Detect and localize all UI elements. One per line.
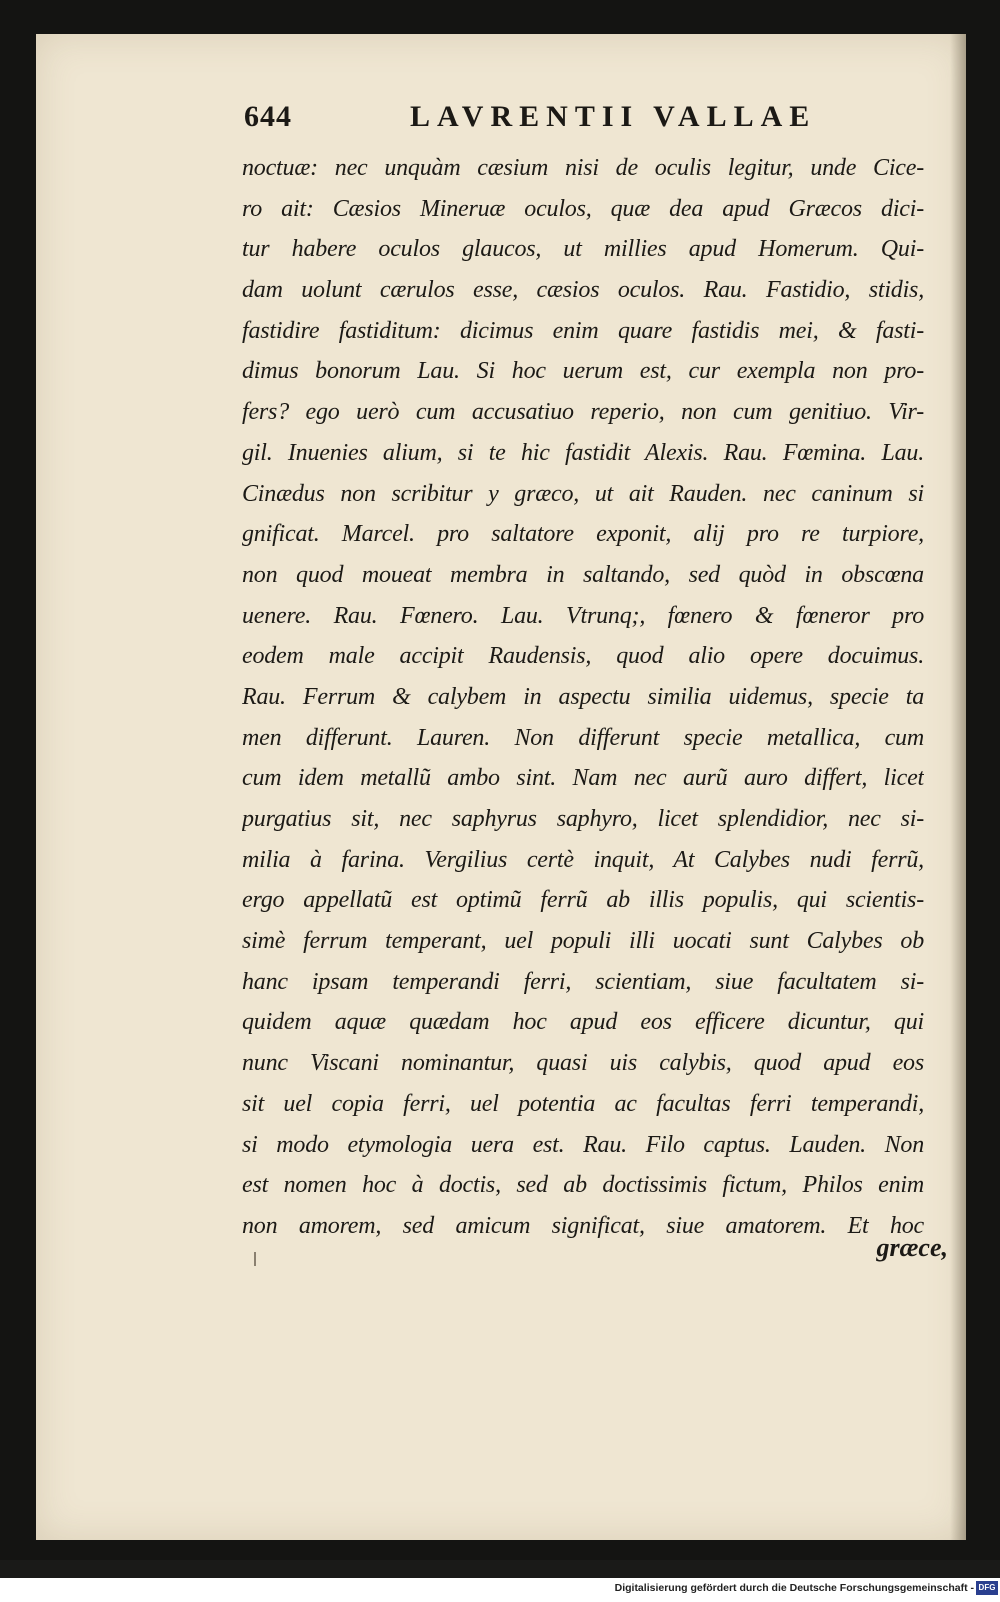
text-line: gnificat. Marcel. pro saltatore exponit, alij pro re turpiore, (242, 521, 924, 548)
text-line: nunc Viscani nominantur, quasi uis calybis, quod apud eos (242, 1050, 924, 1077)
text-line: cum idem metallũ ambo sint. Nam nec aurũ auro differt, licet (242, 765, 924, 792)
text-line: men differunt. Lauren. Non differunt specie metallica, cum (242, 724, 924, 751)
text-line: fastidire fastiditum: dicimus enim quare fastidis mei, & fasti- (242, 317, 924, 344)
text-line: sit uel copia ferri, uel potentia ac facultas ferri temperandi, (242, 1090, 924, 1117)
page-header (244, 100, 854, 140)
text-line: noctuæ: nec unquàm cæsium nisi de oculis legitur, unde Cice- (242, 155, 924, 181)
text-line: quidem aquæ quædam hoc apud eos efficere dicuntur, qui (242, 1009, 924, 1036)
text-line: uenere. Rau. Fœnero. Lau. Vtrunq;, fœnero & fœneror pro (242, 602, 924, 629)
text-line: fers? ego uerò cum accusatiuo reperio, non cum genitiuo. Vir- (242, 399, 924, 426)
text-line: hanc ipsam temperandi ferri, scientiam, siue facultatem si- (242, 968, 924, 995)
text-line: non amorem, sed amicum significat, siue amatorem. Et hoc (242, 1212, 924, 1239)
text-line: si modo etymologia uera est. Rau. Filo captus. Lauden. Non (242, 1131, 924, 1158)
text-line: dam uolunt cærulos esse, cæsios oculos. Rau. Fastidio, stidis, (242, 277, 924, 304)
catchword: græce, (876, 1233, 948, 1262)
footer-credit: Digitalisierung gefördert durch die Deutsche Forschungsgemeinschaft - (614, 1582, 974, 1594)
text-line: ergo appellatũ est optimũ ferrũ ab illis populis, qui scientis- (242, 887, 924, 914)
dfg-logo-icon: DFG (976, 1581, 998, 1595)
margin-mark (254, 1252, 256, 1266)
text-line: Cinædus non scribitur y græco, ut ait Rauden. nec caninum si (242, 480, 924, 507)
page-number: 644 (244, 100, 292, 133)
text-line: simè ferrum temperant, uel populi illi uocati sunt Calybes ob (242, 928, 924, 955)
body-text (242, 148, 924, 1247)
digitization-footer (0, 1578, 1000, 1602)
text-line: eodem male accipit Raudensis, quod alio opere docuimus. (242, 643, 924, 670)
text-line: milia à farina. Vergilius certè inquit, At Calybes nudi ferrũ, (242, 846, 924, 873)
text-line: Rau. Ferrum & calybem in aspectu similia uidemus, specie ta (242, 683, 924, 710)
text-line: tur habere oculos glaucos, ut millies apud Homerum. Qui- (242, 236, 924, 263)
text-line: dimus bonorum Lau. Si hoc uerum est, cur exempla non pro- (242, 358, 924, 385)
text-line: ro ait: Cæsios Mineruæ oculos, quæ dea apud Græcos dici- (242, 195, 924, 222)
text-line: gil. Inuenies alium, si te hic fastidit Alexis. Rau. Fœmina. Lau. (242, 439, 924, 466)
text-line: purgatius sit, nec saphyrus saphyro, licet splendidior, nec si- (242, 806, 924, 832)
running-head: LAVRENTII VALLAE (410, 100, 817, 133)
text-line: non quod moueat membra in saltando, sed quòd in obscœna (242, 561, 924, 588)
text-line: est nomen hoc à doctis, sed ab doctissimis fictum, Philos enim (242, 1172, 924, 1199)
page-edge-shadow (950, 34, 966, 1540)
